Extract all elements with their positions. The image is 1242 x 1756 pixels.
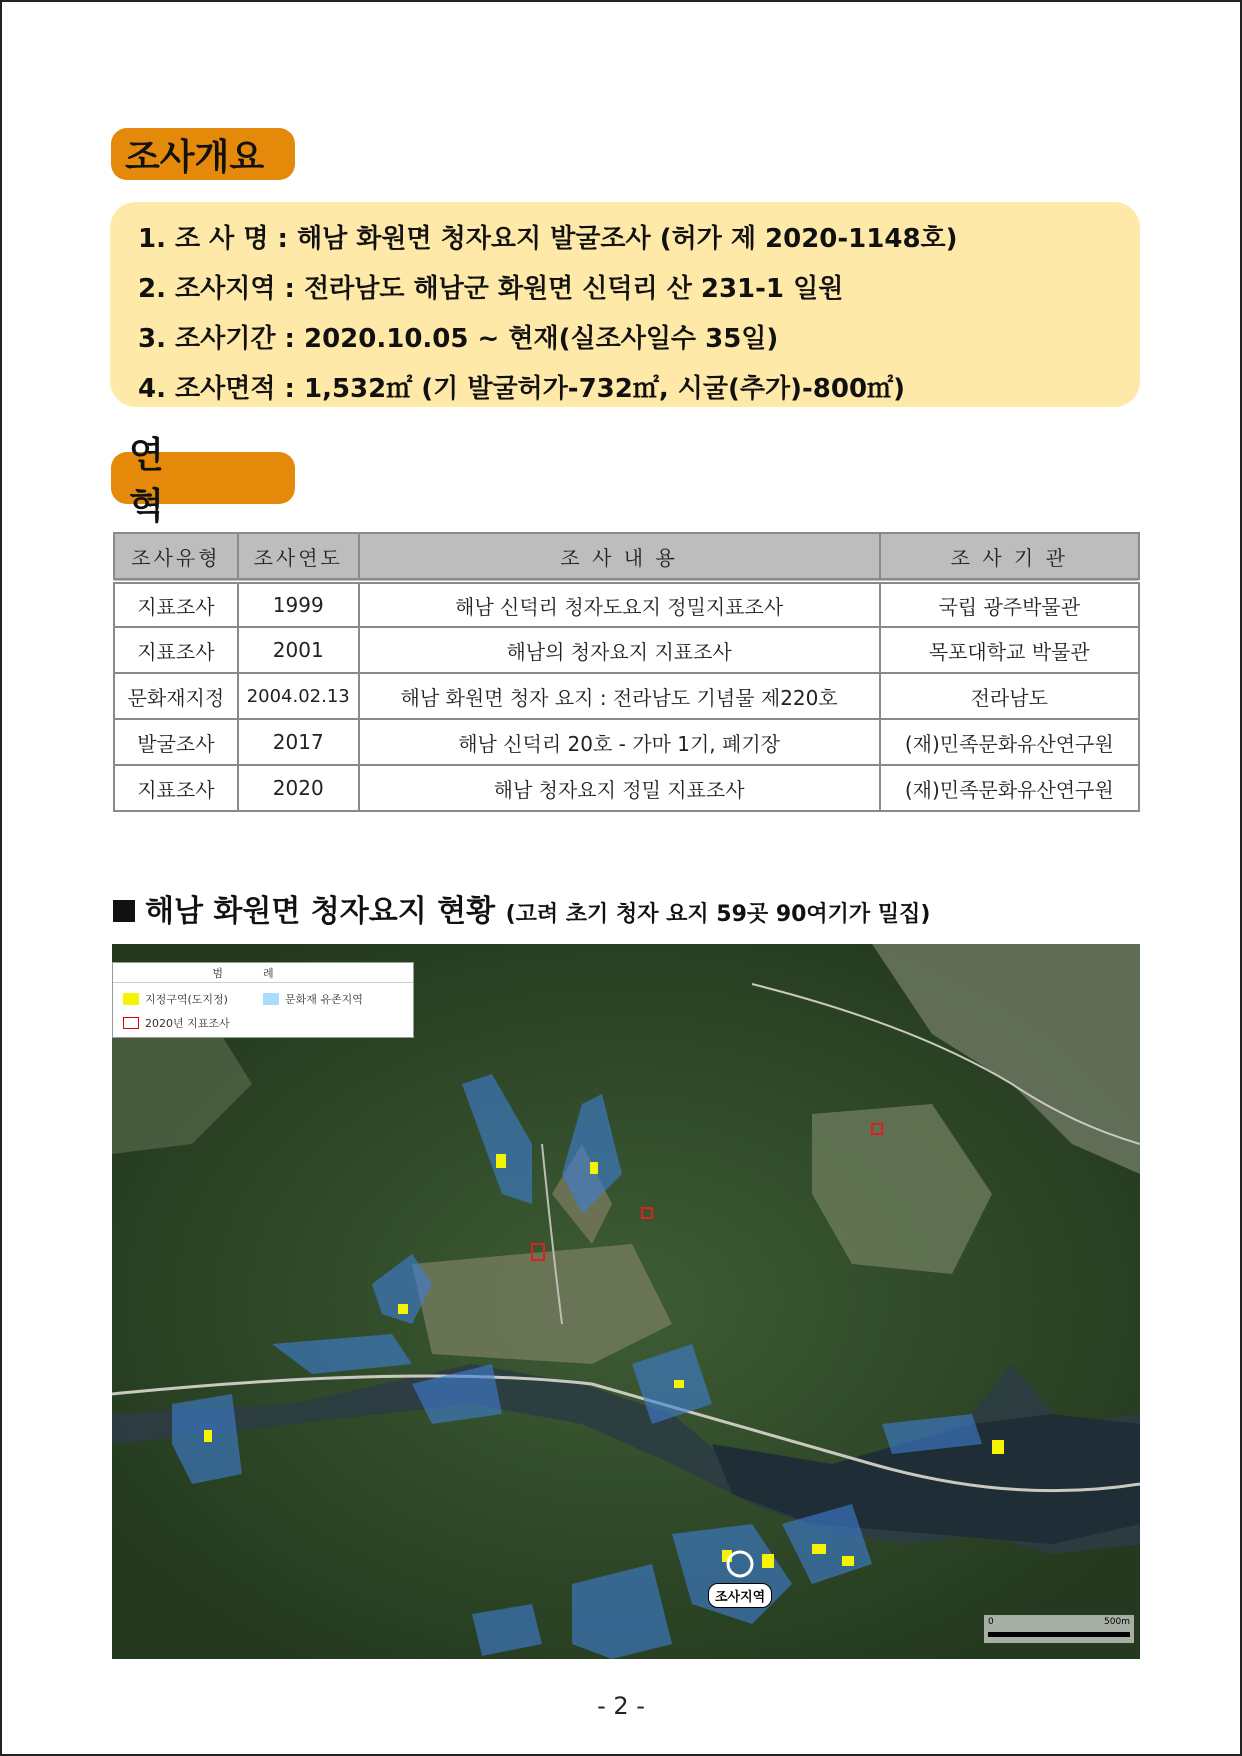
cell-year: 2017 (238, 719, 359, 765)
cell-type: 지표조사 (114, 581, 238, 627)
yellow-swatch-icon (123, 993, 139, 1005)
red-outline-swatch-icon (123, 1017, 139, 1029)
cell-type: 지표조사 (114, 765, 238, 811)
map-subtitle: (고려 초기 청자 요지 59곳 90여기가 밀집) (505, 902, 931, 927)
table-row (114, 581, 1139, 627)
overview-line-area: 4. 조사면적 : 1,532㎡ (기 발굴허가-732㎡, 시굴(추가)-800㎡) (138, 374, 905, 404)
blue-swatch-icon (263, 993, 279, 1005)
aerial-map-image (112, 944, 1140, 1659)
history-section-tag: 연혁 (111, 452, 295, 504)
aerial-map (112, 944, 1140, 1659)
table-row (114, 719, 1139, 765)
legend-label: 2020년 지표조사 (145, 1017, 230, 1030)
cell-institution: 목포대학교 박물관 (880, 627, 1139, 673)
cell-year: 2020 (238, 765, 359, 811)
cell-content: 해남 신덕리 청자도요지 정밀지표조사 (359, 581, 880, 627)
page-number: - 2 - (597, 1692, 645, 1720)
legend-item-designated (123, 991, 228, 1007)
square-bullet-icon (113, 900, 135, 922)
map-section-title (113, 886, 930, 930)
header-institution: 조 사 기 관 (880, 533, 1139, 581)
cell-year: 1999 (238, 581, 359, 627)
table-row (114, 673, 1139, 719)
cell-content: 해남 청자요지 정밀 지표조사 (359, 765, 880, 811)
legend-label: 지정구역(도지정) (145, 993, 228, 1006)
cell-content: 해남 화원면 청자 요지 : 전라남도 기념물 제220호 (359, 673, 880, 719)
cell-content: 해남의 청자요지 지표조사 (359, 627, 880, 673)
table-header-row (114, 533, 1139, 581)
history-table (113, 532, 1140, 812)
cell-year: 2001 (238, 627, 359, 673)
overview-box (110, 202, 1140, 407)
header-type: 조사유형 (114, 533, 238, 581)
table-row (114, 627, 1139, 673)
map-scale-bar (984, 1615, 1134, 1643)
cell-year: 2004.02.13 (238, 673, 359, 719)
legend-title: 범례 (113, 965, 413, 983)
header-year: 조사연도 (238, 533, 359, 581)
scale-zero: 0 (988, 1617, 994, 1627)
cell-content: 해남 신덕리 20호 - 가마 1기, 폐기장 (359, 719, 880, 765)
scale-bar-line (988, 1632, 1130, 1637)
overview-section-tag: 조사개요 (111, 128, 295, 180)
cell-institution: 국립 광주박물관 (880, 581, 1139, 627)
cell-type: 발굴조사 (114, 719, 238, 765)
legend-item-heritage (263, 991, 363, 1007)
map-title-text: 해남 화원면 청자요지 현황 (145, 894, 496, 929)
map-legend (112, 962, 414, 1038)
header-content: 조 사 내 용 (359, 533, 880, 581)
cell-institution: 전라남도 (880, 673, 1139, 719)
legend-item-survey (123, 1015, 230, 1031)
survey-area-label: 조사지역 (708, 1583, 772, 1608)
legend-label: 문화재 유존지역 (285, 993, 363, 1006)
cell-type: 문화재지정 (114, 673, 238, 719)
cell-type: 지표조사 (114, 627, 238, 673)
overview-line-period: 3. 조사기간 : 2020.10.05 ~ 현재(실조사일수 35일) (138, 324, 779, 354)
cell-institution: (재)민족문화유산연구원 (880, 719, 1139, 765)
scale-max: 500m (1104, 1617, 1130, 1627)
cell-institution: (재)민족문화유산연구원 (880, 765, 1139, 811)
table-row (114, 765, 1139, 811)
overview-line-name: 1. 조 사 명 : 해남 화원면 청자요지 발굴조사 (허가 제 2020-1148호) (138, 224, 958, 254)
overview-line-region: 2. 조사지역 : 전라남도 해남군 화원면 신덕리 산 231-1 일원 (138, 274, 844, 304)
